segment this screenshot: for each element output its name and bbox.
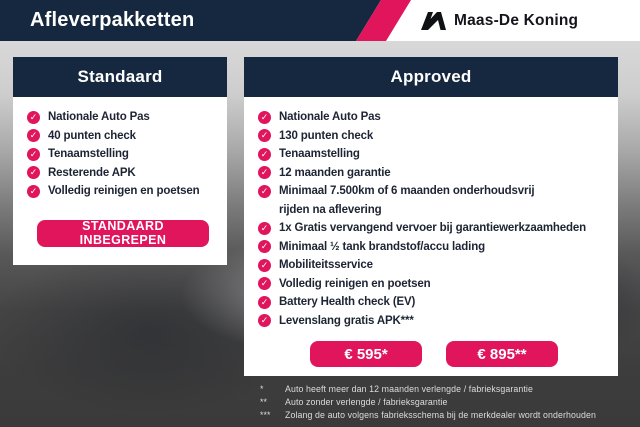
list-item-label: Nationale Auto Pas — [48, 111, 150, 124]
list-item — [258, 312, 610, 331]
list-item-label: 130 punten check — [279, 129, 374, 142]
list-item-label: Minimaal 7.500km of 6 maanden onderhoudsvrij — [279, 185, 535, 198]
check-icon: ✓ — [27, 185, 40, 198]
page-title: Afleverpakketten — [30, 9, 195, 31]
list-item — [258, 219, 610, 238]
list-item-continuation — [258, 201, 610, 220]
price-button-row — [258, 341, 610, 367]
list-item — [27, 108, 219, 127]
list-item-label: Tenaamstelling — [279, 148, 360, 161]
list-item — [258, 293, 610, 312]
check-icon: ✓ — [258, 314, 271, 327]
price-595-button[interactable]: € 595* — [310, 341, 422, 367]
check-icon: ✓ — [258, 296, 271, 309]
footnote-symbol: * — [260, 384, 264, 394]
footnote-row — [260, 397, 632, 408]
list-item — [27, 127, 219, 146]
check-icon: ✓ — [258, 222, 271, 235]
list-item-label: 1x Gratis vervangend vervoer bij garantiewerkzaamheden — [279, 222, 587, 235]
list-item-label: Tenaamstelling — [48, 148, 129, 161]
footnote-text: Auto heeft meer dan 12 maanden verlengde / fabrieksgarantie — [285, 384, 533, 394]
list-item-label: Volledig reinigen en poetsen — [279, 277, 431, 290]
footnote-text: Auto zonder verlengde / fabrieksgarantie — [285, 397, 448, 407]
list-item — [258, 256, 610, 275]
list-item-label: Levenslang gratis APK*** — [279, 314, 414, 327]
list-item — [258, 108, 610, 127]
check-icon: ✓ — [27, 129, 40, 142]
check-icon: ✓ — [258, 240, 271, 253]
list-item-label: Nationale Auto Pas — [279, 111, 381, 124]
brand-logo — [420, 0, 578, 41]
list-item-label: 40 punten check — [48, 129, 136, 142]
list-item — [258, 145, 610, 164]
list-item-label: Resterende APK — [48, 166, 136, 179]
check-icon: ✓ — [27, 111, 40, 124]
footnote-row — [260, 384, 632, 395]
standaard-included-button[interactable]: STANDAARD INBEGREPEN — [37, 220, 209, 247]
footnote-symbol: ** — [260, 397, 268, 407]
check-icon: ✓ — [258, 129, 271, 142]
list-item-label: rijden na aflevering — [279, 203, 382, 216]
check-icon: ✓ — [27, 148, 40, 161]
check-icon: ✓ — [258, 111, 271, 124]
card-approved-body — [244, 97, 618, 367]
list-item — [27, 145, 219, 164]
list-item-label: Minimaal ½ tank brandstof/accu lading — [279, 240, 485, 253]
check-icon: ✓ — [258, 148, 271, 161]
card-standaard-title: Standaard — [13, 57, 227, 97]
list-item-label: Volledig reinigen en poetsen — [48, 185, 200, 198]
price-895-button[interactable]: € 895** — [446, 341, 558, 367]
check-icon: ✓ — [258, 185, 271, 198]
check-icon: ✓ — [27, 166, 40, 179]
card-standaard-body — [13, 97, 227, 247]
card-approved — [244, 57, 618, 376]
list-item-label: Mobiliteitsservice — [279, 259, 373, 272]
check-icon: ✓ — [258, 277, 271, 290]
list-item — [258, 275, 610, 294]
list-item — [27, 164, 219, 183]
header-bar — [0, 0, 640, 41]
list-item — [258, 127, 610, 146]
footnotes — [260, 384, 632, 421]
card-standaard — [13, 57, 227, 265]
list-item — [258, 164, 610, 183]
footnote-row — [260, 410, 632, 421]
footnote-symbol: *** — [260, 410, 271, 420]
list-item — [27, 182, 219, 201]
list-item-label: 12 maanden garantie — [279, 166, 391, 179]
maas-de-koning-m-logo-icon — [420, 10, 447, 31]
footnote-text: Zolang de auto volgens fabrieksschema bij de merkdealer wordt onderhouden — [285, 410, 596, 420]
list-item — [258, 182, 610, 201]
brand-name: Maas-De Koning — [454, 11, 579, 29]
check-icon: ✓ — [258, 259, 271, 272]
card-approved-title: Approved — [244, 57, 618, 97]
check-icon: ✓ — [258, 166, 271, 179]
list-item — [258, 238, 610, 257]
list-item-label: Battery Health check (EV) — [279, 296, 416, 309]
